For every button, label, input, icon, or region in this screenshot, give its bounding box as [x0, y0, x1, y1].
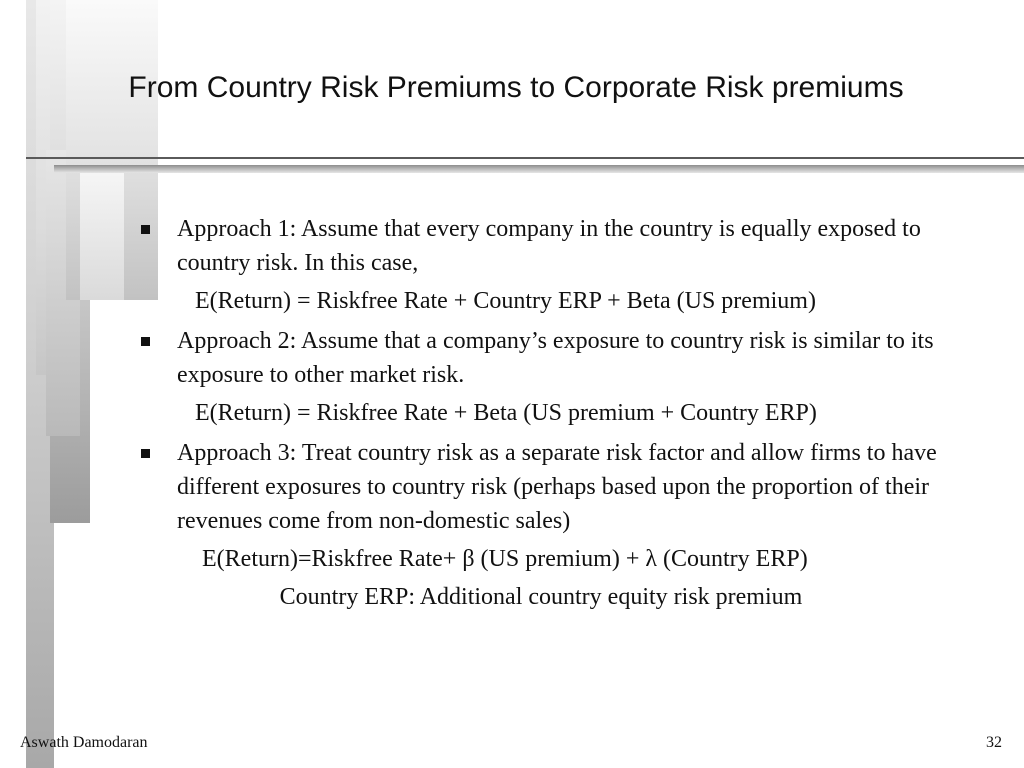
- bullet-text: Approach 2: Assume that a company’s exposure to country risk is similar to its exposure to other market risk.: [177, 328, 934, 388]
- decorative-bar: [80, 170, 124, 300]
- formula-note: Country ERP: Additional country equity risk premium: [279, 584, 803, 610]
- slide-body: [136, 212, 986, 620]
- bullet-item: [136, 436, 986, 538]
- bullet-text: Approach 1: Assume that every company in the country is equally exposed to country risk. In this case,: [177, 216, 921, 276]
- bullet-item: [136, 212, 986, 280]
- slide-title: From Country Risk Premiums to Corporate Risk premiums: [128, 71, 904, 104]
- title-divider: [26, 157, 1024, 159]
- footer-author: Aswath Damodaran: [20, 734, 148, 751]
- bullet-square-icon: [141, 337, 150, 346]
- page-number: 32: [986, 734, 1002, 751]
- title-divider-shadow: [54, 165, 1024, 173]
- bullet-text: Approach 3: Treat country risk as a separate risk factor and allow firms to have different exposures to country risk (perhaps based upon the proportion of their revenues come from non-domestic sales): [177, 440, 937, 534]
- formula-line: E(Return)=Riskfree Rate+ β (US premium) + λ (Country ERP): [202, 546, 808, 572]
- bullet-square-icon: [141, 225, 150, 234]
- formula-line: E(Return) = Riskfree Rate + Beta (US premium + Country ERP): [195, 400, 817, 426]
- bullet-square-icon: [141, 449, 150, 458]
- bullet-item: [136, 324, 986, 392]
- formula-line: E(Return) = Riskfree Rate + Country ERP + Beta (US premium): [195, 288, 816, 314]
